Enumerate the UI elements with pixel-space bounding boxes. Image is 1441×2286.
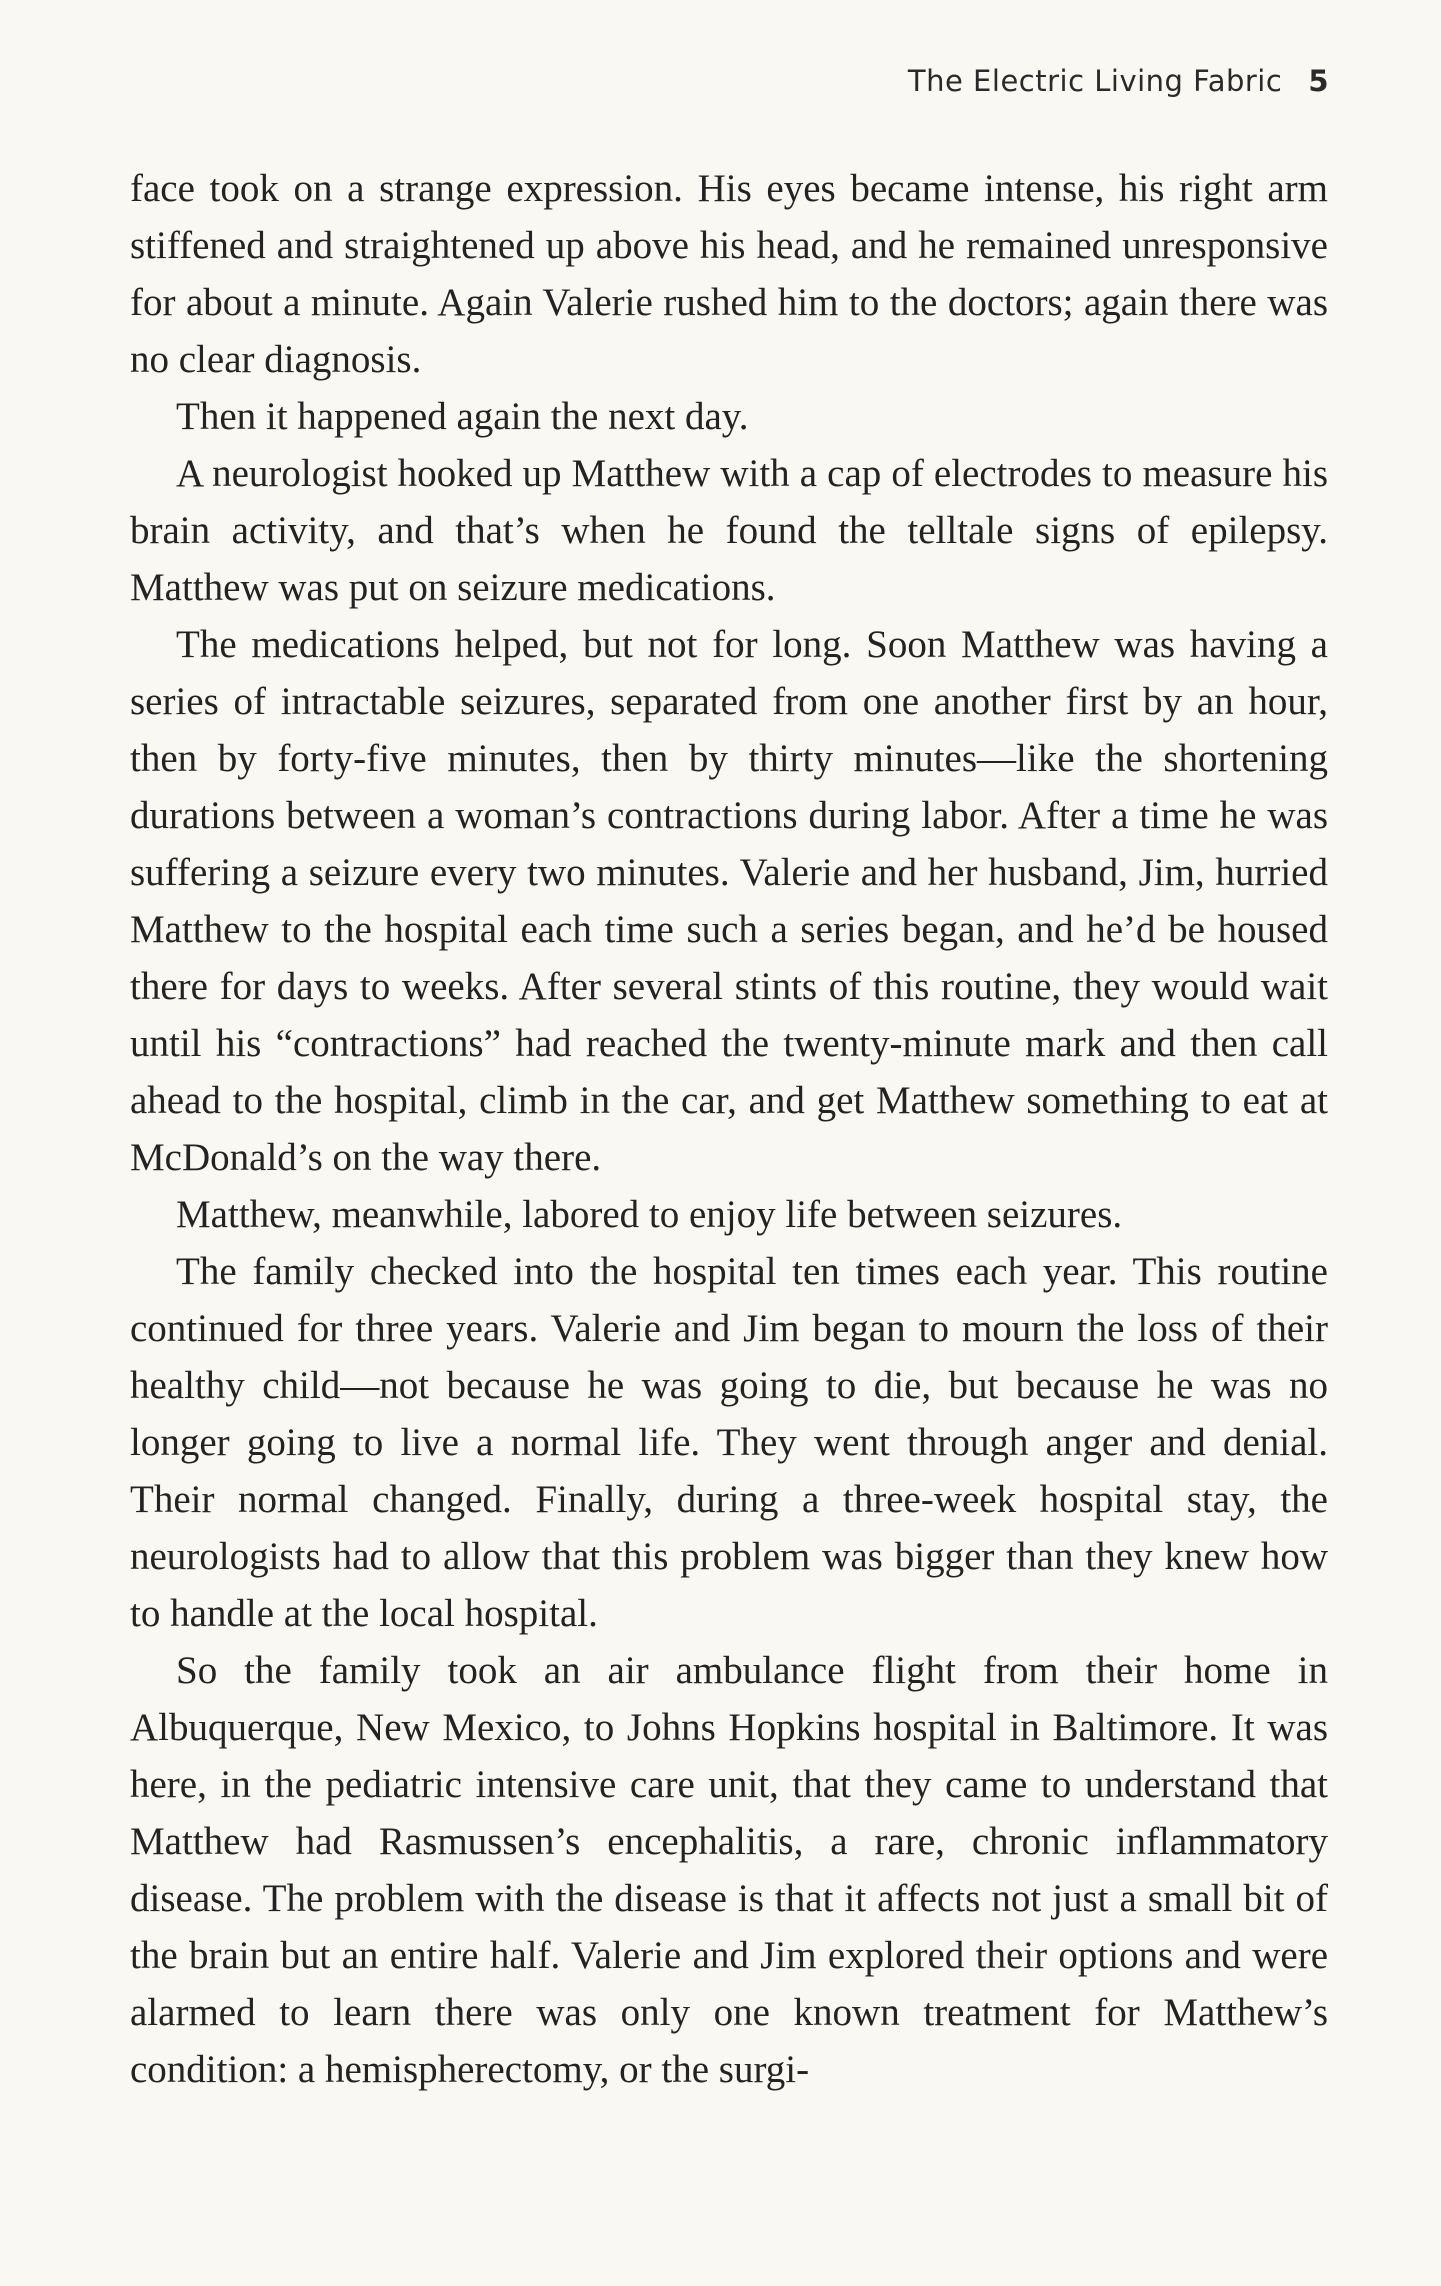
body-text [130, 160, 1328, 2098]
paragraph: So the family took an air ambulance flight from their home in Albuquerque, New Mexico, to Johns Hopkins hospital in Baltimore. It was here, in the pediatric intensive care unit, that they came to understand that Matthew had Rasmussen’s encephalitis, a rare, chronic inflammatory disease. The problem with the disease is that it affects not just a small bit of the brain but an entire half. Valerie and Jim explored their options and were alarmed to learn there was only one known treatment for Matthew’s condition: a hemispherectomy, or the surgi- [130, 1649, 1328, 2091]
paragraph: The medications helped, but not for long. Soon Matthew was having a series of intractable seizures, separated from one another first by an hour, then by forty-five minutes, then by thirty minutes—like the shortening durations between a woman’s contractions during labor. After a time he was suffering a seizure every two minutes. Valerie and her husband, Jim, hurried Matthew to the hospital each time such a series began, and he’d be housed there for days to weeks. After several stints of this routine, they would wait until his “contractions” had reached the twenty-minute mark and then call ahead to the hospital, climb in the car, and get Matthew something to eat at McDonald’s on the way there. [130, 623, 1328, 1179]
running-title: The Electric Living Fabric [907, 64, 1283, 98]
paragraph: A neurologist hooked up Matthew with a cap of electrodes to measure his brain activity, and that’s when he found the telltale signs of epilepsy. Matthew was put on seizure medications. [130, 452, 1328, 609]
paragraph: Then it happened again the next day. [176, 395, 749, 438]
paragraph: Matthew, meanwhile, labored to enjoy life between seizures. [176, 1193, 1123, 1236]
paragraph: face took on a strange expression. His eyes became intense, his right arm stiffened and straightened up above his head, and he remained unresponsive for about a minute. Again Valerie rushed him to the doctors; again there was no clear diagnosis. [130, 167, 1328, 381]
paragraph: The family checked into the hospital ten times each year. This routine continued for three years. Valerie and Jim began to mourn the loss of their healthy child—not because he was going to die, but because he was no longer going to live a normal life. They went through anger and denial. Their normal changed. Finally, during a three-week hospital stay, the neurologists had to allow that this problem was bigger than they knew how to handle at the local hospital. [130, 1250, 1328, 1635]
page-number: 5 [1308, 64, 1329, 98]
running-head [908, 64, 1329, 98]
